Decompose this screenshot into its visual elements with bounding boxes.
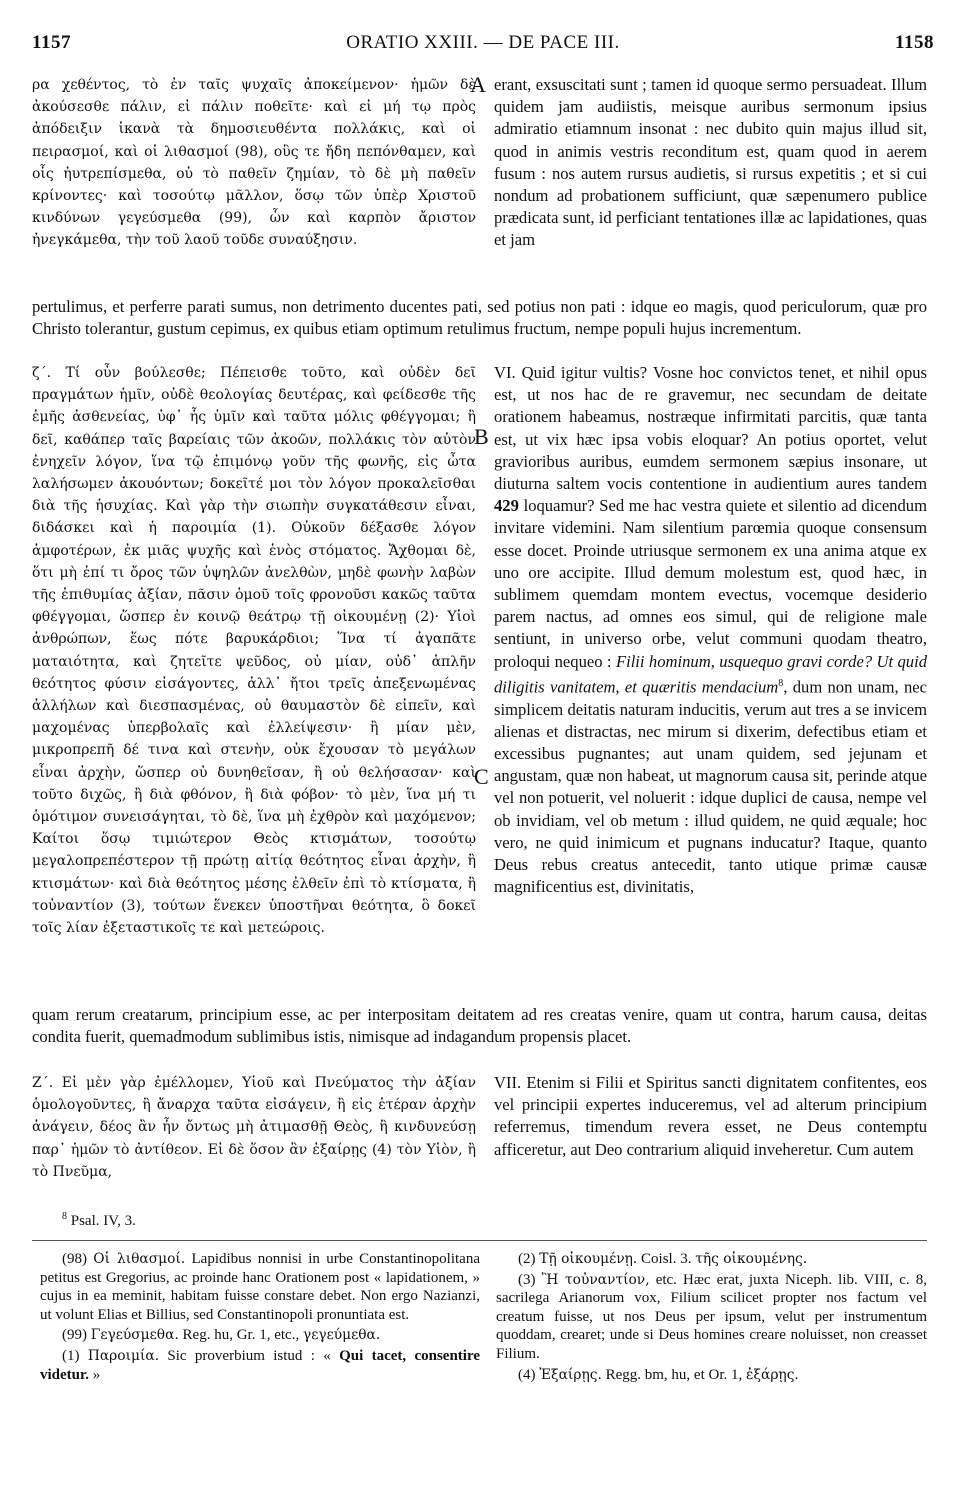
margin-letter-a: A [470,72,486,97]
greek-paragraph-3: Ζ΄. Εἰ μὲν γὰρ ἐμέλλομεν, Υἱοῦ καὶ Πνεύματος τὴν ἀξίαν ὁμολογοῦντες, ἢ ἄναρχα ταῦτα εἰσάγειν, ἢ εἰς ἑτέραν ἀρχὴν ἀνάγειν, δέος ἂν ἦν ὄντως μὴ ἀτιμασθῇ Θεὸς, ἢ κινδυνεύσῃ παρ᾽ ἡμῶν τὸ ἀντίθεον. Εἰ δὲ ὅσον ἂν ἐξαίρῃς (4) τὸν Υἱὸν, ἢ τὸ Πνεῦμα, [32,1075,476,1180]
latin-text-part-1: VI. Quid igitur vultis? Vosne hoc convictos tenet, et nihil opus est, ut nos hac de re gravemur, nec secundam de deitate orationem habeamus, nostræque infirmitati parcitis, quæ tanta est, ut vix hæc ipsa vobis eloquar? An potius oportet, velut gravioribus auribus, eumdem sermonem sæpius insonare, ut diuturna saltem vocis contentione in audientium aures tandem [494,363,927,494]
note-1: (1) Παροιμία. Sic proverbium istud : « Qui tacet, consentire videtur. » [40,1347,480,1383]
margin-letter-c: C [474,764,489,789]
note-98: (98) Οἱ λιθασμοί. Lapidibus nonnisi in urbe Constantinopolitana petitus est Gregorius, ac proinde hanc Orationem post « lapidationem, » cujus in ea meminit, habitam fuisse constare debet. Non ergo Nazianzi, ut volunt Elias et Billius, sed Constantinopoli pronuntiata est. [40,1251,480,1323]
latin-paragraph-2 [494,362,927,898]
column-number-right: 1158 [895,32,934,53]
page-footnote-text: Psal. IV, 3. [70,1213,136,1229]
inpage-number: 429 [494,496,519,516]
latin-paragraph-1: erant, exsuscitati sunt ; tamen id quoque sermo persuadeat. Illum quidem jam audiistis, meisque auribus sermonum ipsius admiratio etiamnum insonat : nec dubito quin majus illud sit, quod in animis vestris reconditum est, quam quod in aerem fusum : nos autem rursus audietis, si rursus expetitis ; et si cui nondum ad probationem sufficiunt, quæ sæpenumero publice prædicata sunt, id perficiant tentationes illæ ac lapidationes, quas et jam [494,75,927,250]
latin-text-part-3: , dum non unam, nec simplicem deitatis naturam inducitis, verum aut tres a se invicem alienas et distractas, nec mirum si dixerim, defectibus etiam et excessibus pugnantes; aut unam quidem, sed jejunam et angustam, quæ non habeat, ut magnorum causa sit, perinde atque vel non potuerit, vel noluerit : idque duplici de causa, nempe vel ob invidiam, vel ob metum : illud quidem, ne quid æquale; hoc vero, ne quid inimicum et pugnans inducatur? Itaque, quanto Deus rebus creatus antecedit, tanto utique primæ causæ magnificentius est, divinitatis, [494,677,927,897]
note-3: (3) Ἢ τοὐναντίον, etc. Hæc erat, juxta Niceph. lib. VIII, c. 8, sacrilega Arianorum vox, Filium scilicet propter nos factum vel creatum fuisse, ut nos Deus per ipsum, velut per instrumentum quoddam, crearet; unde si Deus homines creare noluisset, non creasset Filium. [496,1271,927,1362]
footnote-ref: 8 [778,677,784,689]
note-4: (4) Ἐξαίρῃς. Regg. bm, hu, et Or. 1, ἐξάρῃς. [518,1366,799,1383]
page-footnote-ref: 8 [62,1211,67,1222]
latin-paragraph-3: VII. Etenim si Filii et Spiritus sancti dignitatem confitentes, eos vel principii expertes induceremus, vel ad alterum principium referremus, timendum revera esset, ne Deus contemptu afficeretur, aut Deo contrarium aliquid inveheretur. Cum autem [494,1073,927,1159]
notes-right [496,1250,927,1386]
notes-left [40,1250,480,1386]
greek-paragraph-2: ζ΄. Τί οὖν βούλεσθε; Πέπεισθε τοῦτο, καὶ οὐδὲν δεῖ πραγμάτων ἡμῖν, οὐδὲ θεολογίας δευτέρας, καὶ φείδεσθε τῆς ἐμῆς ἀσθενείας, ὑφ᾽ ἧς ὑμῖν καὶ ταῦτα μόλις φθέγγομαι; ἢ δεῖ, καθάπερ ταῖς βαρείαις τῶν ἀκοῶν, πολλάκις τὸν αὐτὸν ἐνηχεῖν λόγον, ἵνα τῷ ἐπιμόνῳ γοῦν τῆς φωνῆς, εἰς ὦτα λαλήσωμεν ἀκουόντων; δοκεῖτέ μοι τὸν λόγον προκαλεῖσθαι διὰ τῆς ἡσυχίας. Καὶ γὰρ τὴν σιωπὴν συγκατάθεσιν εἶναι, διδάσκει καὶ ἡ παροιμία (1). Οὐκοῦν δέξασθε λόγον ἀμφοτέρων, ἐκ μιᾶς ψυχῆς καὶ ἑνὸς στόματος. Ἄχθομαι δὲ, ὅτι μὴ ἐπί τι ὄρος τῶν ὑψηλῶν ἀνελθὼν, μηδὲ φωνὴν λαβὼν τῆς ἐπιθυμίας ἀξίαν, πᾶσιν ὁμοῦ τοῖς φρονοῦσι κακῶς ταῦτα φθέγγομαι, ὥσπερ ἐν κοινῷ θεάτρῳ τῇ οἰκουμένῃ (2)· Υἱοὶ ἀνθρώπων, ἕως πότε βαρυκάρδιοι; Ἵνα τί ἀγαπᾶτε ματαιότητα, καὶ ζητεῖτε ψεῦδος, οὐ μίαν, οὐδ᾽ ἁπλῆν θεότητος φύσιν εἰσάγοντες, ἀλλ᾽ ἤτοι τρεῖς ἀπεξενωμένας ἀλλήλων καὶ διεσπασμένας, οὐ θαυμαστὸν δὲ εἰπεῖν, καὶ μαχομένας ὑπερβολαῖς καὶ ἐλλείψεσιν· ἢ μίαν μὲν, μικροπρεπῆ δέ τινα καὶ στενὴν, οὐκ ἔχουσαν τὸ μεγάλων εἶναι ἀρχὴν, ὥσπερ οὐ δυνηθεῖσαν, ἢ οὐ θελήσασαν· καὶ τοῦτο διχῶς, ἢ διὰ φθόνον, ἢ διὰ φόβον· τὸ μὲν, ἵνα μή τι ὁμότιμον συνεισάγηται, τὸ δὲ, ἵνα μὴ ἐχθρὸν καὶ μαχόμενον; Καίτοι ὅσῳ τιμιώτερον Θεὸς κτισμάτων, τοσούτῳ μεγαλοπρεπέστερον τῇ πρώτῃ αἰτίᾳ θεότητος εἶναι ἀρχὴν, ἢ κτισμάτων· καὶ διὰ θεότητος μέσης ἐλθεῖν ἐπὶ τὸ κτίσματα, ἢ τοὐναντίον (3), τούτων ἕνεκεν ὑποστῆναι θεότητα, ὃ δοκεῖ τοῖς λίαν ἐξεταστικοῖς τε καὶ μετεώροις. [32,365,476,937]
latin-text-part-2: loquamur? Sed me hac vestra quiete et silentio ad dicendum invitare videmini. Nam silentium parœmia quoque consensum esse docet. Proinde utriusque sermonem ex una anima atque ex uno ore accipite. Illud demum molestum est, quod hæc, in sublimem quemdam montem evectus, vocemque desiderio parem nactus, ad omnes eos simul, qui de religione male sentiunt, in universo orbe, velut communi quodam theatro, proloqui nequeo : [494,496,927,671]
running-header [32,32,934,60]
running-title: ORATIO XXIII. — DE PACE III. [346,32,620,53]
latin-fullwidth-2: quam rerum creatarum, principium esse, ac per interpositam deitatem ad res creatas venire, quam ut contra, harum causa, deitas condita fuerit, quemadmodum sublimibus istis, nimisque ad indagandum propensis placet. [32,1005,927,1047]
latin-fullwidth-1: pertulimus, et perferre parati sumus, non detrimento ducentes pati, sed potius non pati : idque eo magis, quod periculorum, quæ pro Christo tolerantur, gustum cepimus, ex quibus etiam optimum retulimus fructum, nempe populi hujus incrementum. [32,297,927,339]
psalm-quote: Filii hominum, usquequo gravi corde? Ut quid diligitis vanitatem, et quæritis mendacium [494,651,927,697]
column-number-left: 1157 [32,32,71,53]
notes-divider [32,1240,927,1241]
note-99: (99) Γεγεύσμεθα. Reg. hu, Gr. 1, etc., γεγεύμεθα. [62,1327,381,1344]
margin-letter-b: B [474,424,489,449]
greek-paragraph-1: ρα χεθέντος, τὸ ἐν ταῖς ψυχαῖς ἀποκείμενον· ἡμῶν δὲ ἀκούσεσθε πάλιν, εἰ πάλιν ποθεῖτε· καὶ εἰ μή τῳ πρὸς ἀπόδειξιν ἱκανὰ τὰ δημοσιευθέντα πολλάκις, καὶ οἱ πειρασμοί, καὶ οἱ λιθασμοί (98), οὓς τε ἤδη πεπόνθαμεν, καὶ οἷς ἠυτρεπίσμεθα, οὐ τὸ παθεῖν ζημίαν, τὸ δὲ μὴ παθεῖν κρίνοντες· καὶ τοσούτῳ μᾶλλον, ὅσῳ τῶν ὑπὲρ Χριστοῦ κινδύνων γεγεύσμεθα (99), ὧν καὶ καρπὸν ἄριστον ἠνεγκάμεθα, τὴν τοῦ λαοῦ τοῦδε συναύξησιν. [32,77,476,249]
page-footnote [62,1211,136,1230]
note-2: (2) Τῇ οἰκουμένῃ. Coisl. 3. τῆς οἰκουμένης. [518,1251,808,1267]
